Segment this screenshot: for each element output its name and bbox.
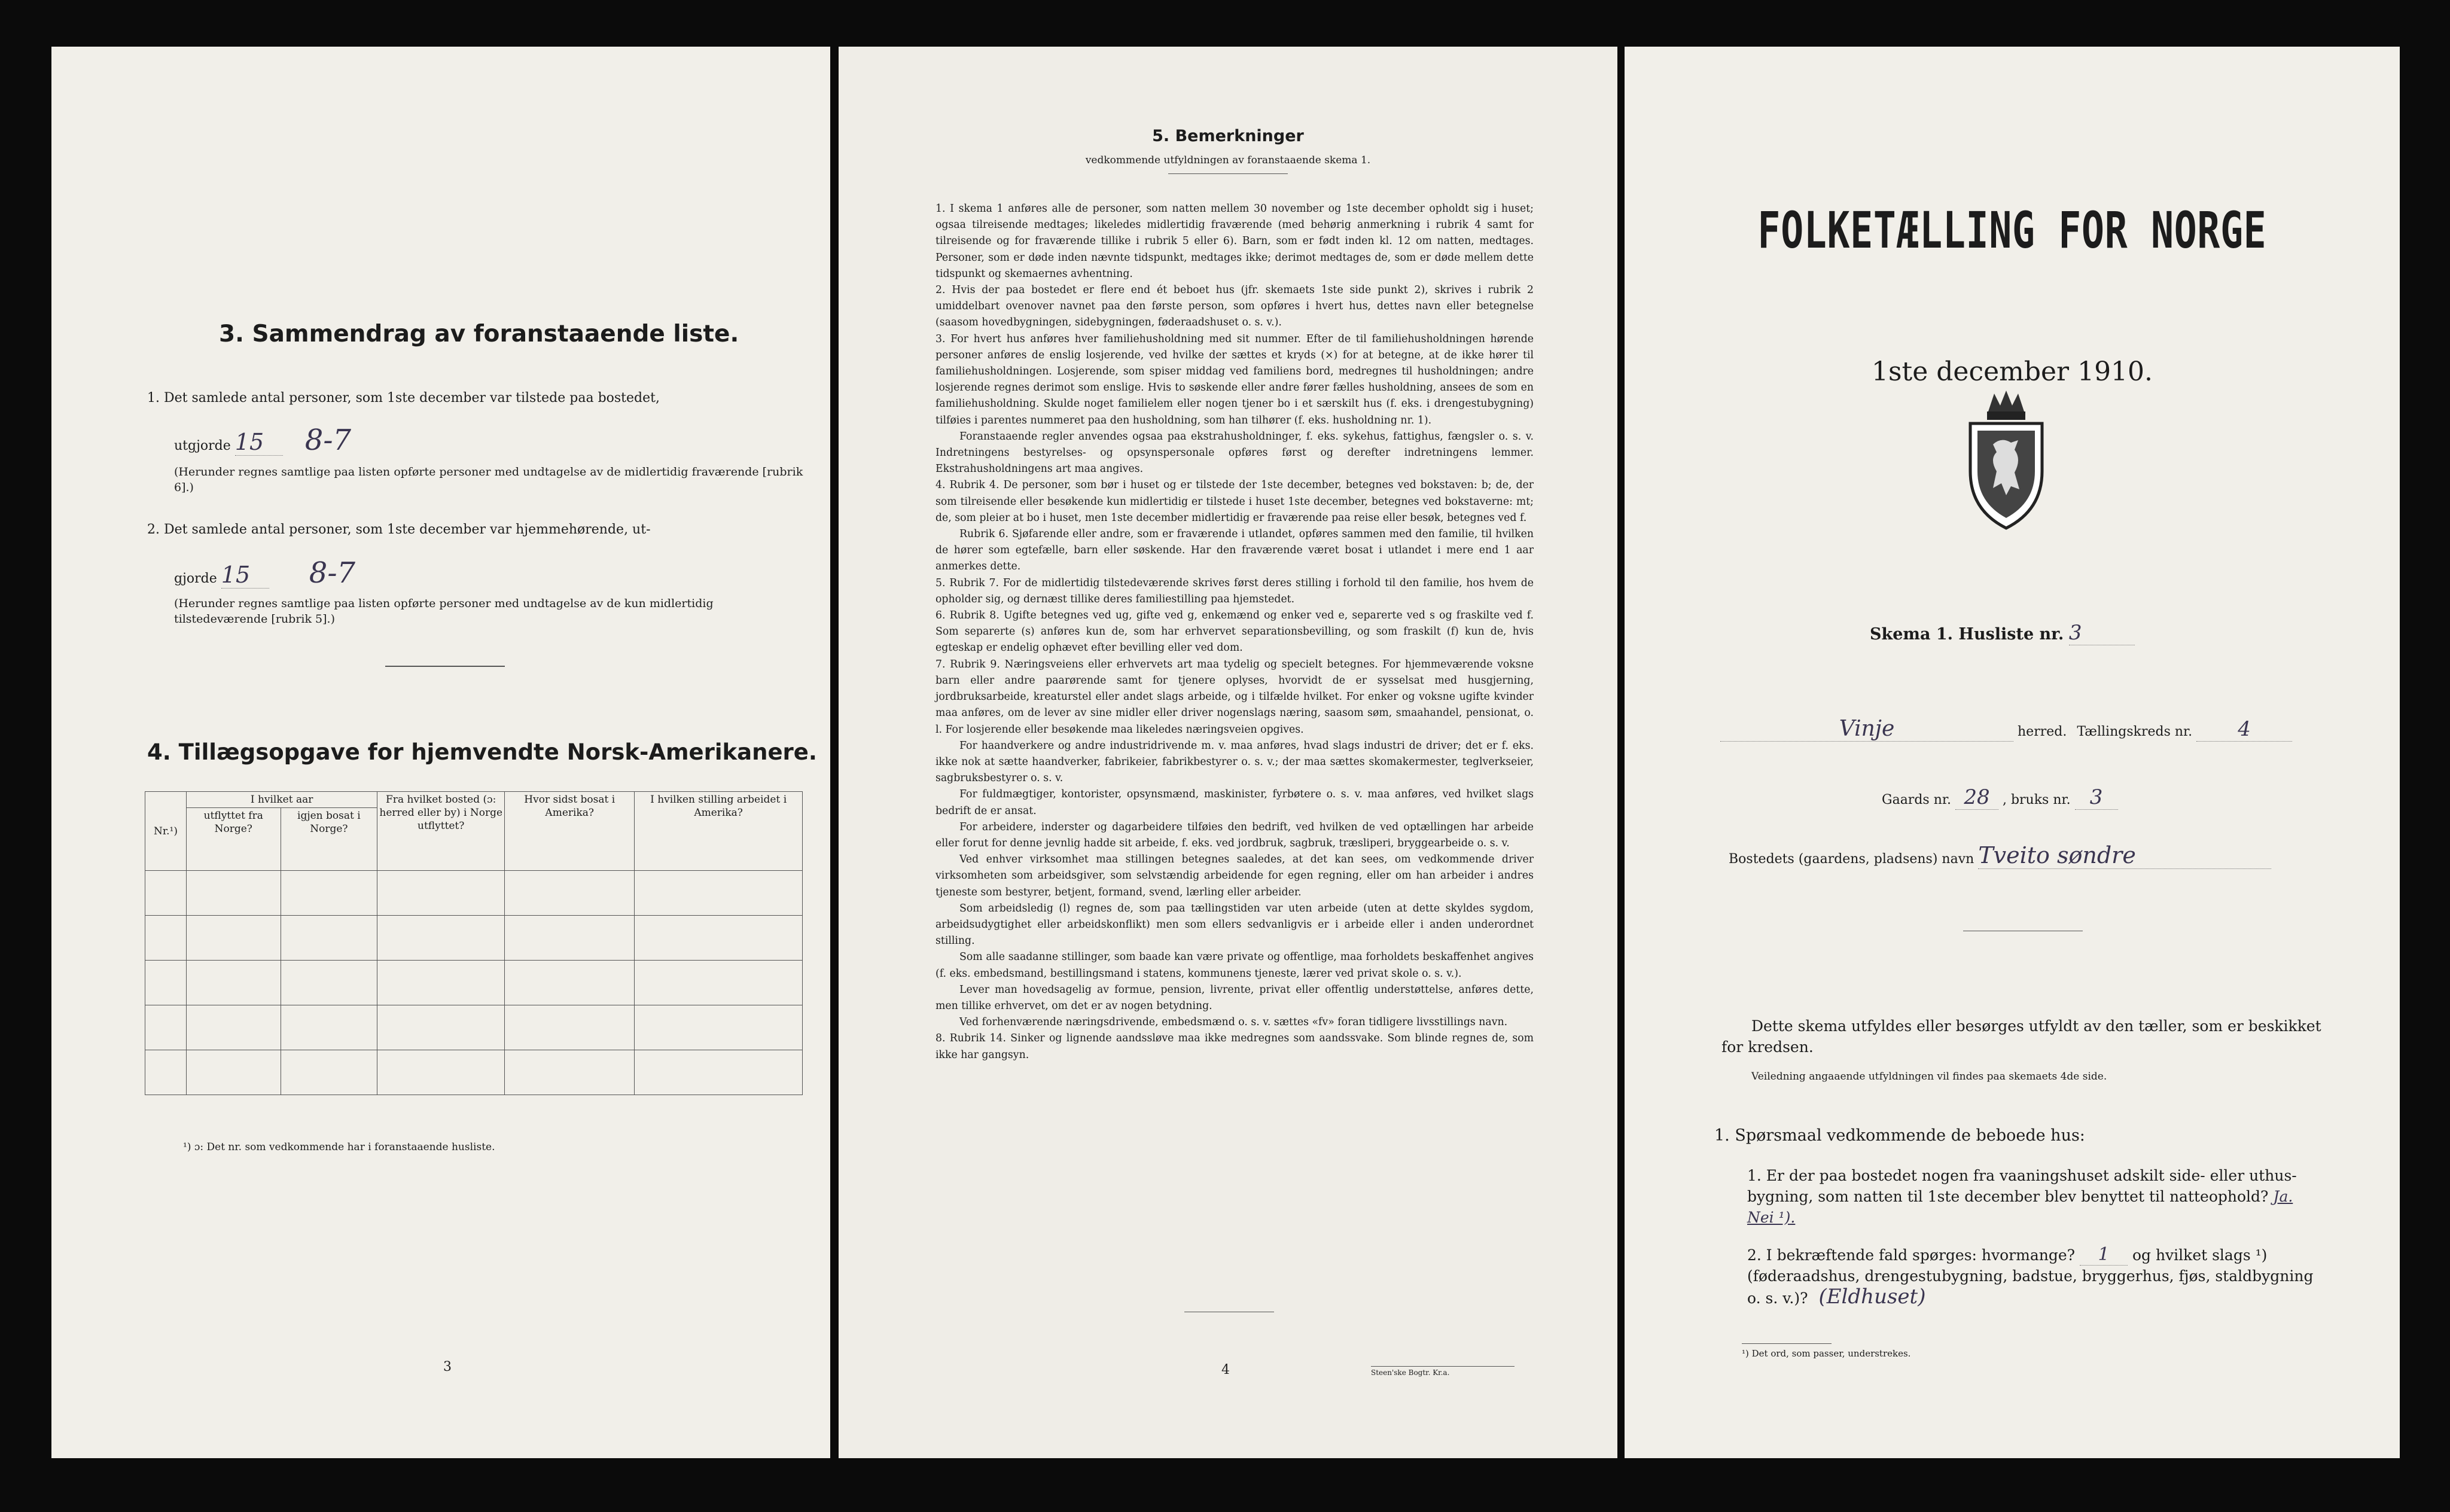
divider [1168, 173, 1288, 174]
kreds-label: Tællingskreds nr. [2077, 724, 2193, 739]
bruks-value: 3 [2075, 785, 2118, 810]
remark-paragraph: Ved forhenværende næringsdrivende, embedsmænd o. s. v. sættes «fv» foran tidligere livsstillings navn. [959, 1016, 1508, 1029]
gaards-label: Gaards nr. [1882, 792, 1951, 807]
item2-note: (Herunder regnes samtlige paa listen opførte personer med undtagelse av de kun midlertidig tilstedeværende [rubrik 5].) [174, 597, 714, 626]
remark-paragraph: 8. Rubrik 14. Sinker og lignende aandssløve maa ikke medregnes som aandssvake. Som blinde regnes de, som ikke har gangsyn. [935, 1032, 1534, 1061]
census-title: FOLKETÆLLING FOR NORGE [1757, 201, 2267, 260]
remark-paragraph: Ved enhver virksomhet maa stillingen betegnes saaledes, at det kan sees, om vedkommende driver virksomheten som arbeidsgiver, som selvstændig arbeidende for egen regning, eller om han arbeider i andres tjeneste som bestyrer, betjent, formand, svend, lærling eller arbeider. [935, 853, 1534, 898]
skema-line [1870, 621, 2135, 645]
remark-paragraph: Som arbeidsledig (l) regnes de, som paa tællingstiden var uten arbeide (uten at dette skyldes sygdom, arbeidsudygtighet eller arbeidskonflikt) men som ellers sedvanligvis er i arbeide eller i anden underordnet stilling. [935, 902, 1534, 947]
item1-prefix: utgjorde [174, 438, 231, 453]
gaards-line [1882, 785, 2118, 810]
remarks-body [935, 201, 1534, 1063]
remark-paragraph: Foranstaaende regler anvendes ogsaa paa ekstrahusholdninger, f. eks. sykehus, fattighus, fængsler o. s. v. Indretningens bestyrelses- og opsynspersonale opføres først og derefter indretningens lemmer. Ekstrahusholdningens art maa angives. [935, 430, 1534, 475]
bosted-line [1729, 842, 2271, 869]
table-footnote: ¹) ɔ: Det nr. som vedkommende har i foranstaaende husliste. [183, 1141, 495, 1153]
section4-title: 4. Tillægsopgave for hjemvendte Norsk-Amerikanere. [147, 739, 817, 765]
item1-note: (Herunder regnes samtlige paa listen opførte personer med undtagelse av de midlertidig fraværende [rubrik 6].) [174, 465, 803, 494]
norsk-amerikanere-table [145, 791, 803, 1095]
remark-paragraph: Som alle saadanne stillinger, som baade kan være private og offentlige, maa forholdets beskaffenhet angives (f. eks. embedsmand, bestillingsmand i statens, kommunens tjeneste, lærer ved privat skole o. s. v.). [935, 951, 1534, 980]
herred-line [1720, 717, 2342, 742]
section3-title: 3. Sammendrag av foranstaaende liste. [219, 321, 739, 347]
questions-heading: 1. Spørsmaal vedkommende de beboede hus: [1714, 1126, 2085, 1145]
question-1 [1747, 1165, 2321, 1228]
remark-paragraph: 7. Rubrik 9. Næringsveiens eller erhvervets art maa tydelig og specielt betegnes. For hjemmeværende voksne barn eller andre paarørende samt for tjenere oplyses, hvorvidt de er sysselsat med husgjerning, jordbruksarbeide, kreaturstel eller andet slags arbeide, og i tilfælde hvilket. For enker og voksne ugifte kvinder maa anføres, om de lever av sine midler eller driver nogenslags næring, saasom søm, smaahandel, pensionat, o. l. For losjerende eller besøkende maa likeledes næringsveien opgives. [935, 658, 1534, 736]
bosted-value: Tveito søndre [1978, 842, 2271, 869]
kreds-value: 4 [2196, 717, 2292, 742]
instruction-text: Dette skema utfyldes eller besørges utfyldt av den tæller, som er beskikket for kredsen. [1721, 1017, 2321, 1056]
item1-value: 15 [235, 429, 283, 456]
bruks-label: , bruks nr. [2002, 792, 2071, 807]
printer-mark: Steen'ske Bogtr. Kr.a. [1371, 1366, 1515, 1377]
left-page [51, 47, 830, 1458]
right-page [1625, 47, 2400, 1458]
remark-paragraph: 2. Hvis der paa bostedet er flere end ét beboet hus (jfr. skemaets 1ste side punkt 2), skrives i rubrik 2 umiddelbart ovenover navnet paa den første person, som opføres i hvert hus, dettes navn eller betegnelse (saasom hovedbygningen, sidebygningen, føderaadshuset o. s. v.). [935, 284, 1534, 329]
remark-paragraph: 4. Rubrik 4. De personer, som bør i huset og er tilstede der 1ste december, betegnes ved bokstaven: b; de, der som tilreisende eller besøkende kun midlertidig er tilstede i huset 1ste december, betegnes ved bokstaverne: mt; de, som pleier at bo i huset, men 1ste december midlertidig er fraværende paa reise eller besøk, betegnes ved f. [935, 479, 1534, 524]
question-2-text-b: og hvilket slags ¹) (føderaadshus, drengestubygning, badstue, bryggerhus, fjøs, staldbygning o. s. v.)? [1747, 1246, 2314, 1307]
question-2-text-a: 2. I bekræftende fald spørges: hvormange? [1747, 1246, 2076, 1264]
col-emigrated: utflyttet fra Norge? [187, 808, 281, 871]
item1-line [174, 423, 351, 457]
item2-handwritten: 8-7 [309, 556, 356, 590]
item2-text: 2. Det samlede antal personer, som 1ste december var hjemmehørende, ut- [147, 522, 651, 537]
divider [1742, 1343, 1832, 1344]
remark-paragraph: Rubrik 6. Sjøfarende eller andre, som er fraværende i utlandet, opføres sammen med den familie, til hvilken de hører som egtefælle, barn eller søskende. Har den fraværende været bosat i utlandet i mere end 1 aar anmerkes dette. [935, 528, 1534, 573]
husliste-number: 3 [2069, 621, 2135, 645]
coat-of-arms-icon [1964, 388, 2048, 531]
remarks-subtitle: vedkommende utfyldningen av foranstaaende skema 1. [1085, 154, 1371, 166]
herred-label: herred. [2018, 724, 2067, 739]
remark-paragraph: For haandverkere og andre industridrivende m. v. maa anføres, hvad slags industri de driver; det er f. eks. ikke nok at sætte haandverker, fabrikeier, fabrikbestyrer o. s. v.; der maa sættes skomakermester, teglverkseier, sagbruksbestyrer o. s. v. [935, 739, 1534, 785]
item1-text: 1. Det samlede antal personer, som 1ste december var tilstede paa bostedet, [147, 391, 660, 406]
question-2 [1747, 1244, 2321, 1309]
divider [385, 666, 505, 667]
remark-paragraph: 3. For hvert hus anføres hver familiehusholdning med sit nummer. Efter de til familiehusholdningen hørende personer anføres de enslig losjerende, ved hvilke der sættes et kryds (×) for at betegne, at de ikke hører til familiehusholdningen. Losjerende, som spiser middag ved familiens bord, medregnes til husholdningen; andre losjerende regnes derimot som enslige. Hvis to søskende eller andre fører fælles husholdning, ansees de som en familiehusholdning. Skulde noget familielem eller nogen tjener bo i et særskilt hus (f. eks. i drengestubygning) tilføies i parentes nummeret paa den husholdning, som han tilhører (f. eks. husholdning nr. 1). [935, 333, 1534, 426]
remark-paragraph: 5. Rubrik 7. For de midlertidig tilstedeværende skrives først deres stilling i forhold til den familie, hos hvem de opholder sig, og dernæst tillike deres familiestilling paa hjemstedet. [935, 577, 1534, 605]
table-row [145, 1005, 803, 1050]
col-year-group: I hvilket aar [187, 792, 377, 808]
item2-line [174, 556, 355, 590]
remark-paragraph: 6. Rubrik 8. Ugifte betegnes ved ug, gifte ved g, enkemænd og enker ved e, separerte ved s og fraskilte ved f. Som separerte (s) anføres kun de, som har erhvervet separationsbevilling, og som fraskilt (f) kun de, hvis egteskap er endelig ophævet efter bevilling eller ved dom. [935, 609, 1534, 654]
middle-page [839, 47, 1617, 1458]
item2-value: 15 [221, 562, 269, 589]
gaards-value: 28 [1955, 785, 1998, 810]
bosted-label: Bostedets (gaardens, pladsens) navn [1729, 852, 1974, 867]
remark-paragraph: 1. I skema 1 anføres alle de personer, som natten mellem 30 november og 1ste december opholdt sig i huset; ogsaa tilreisende medtages; likeledes midlertidig fraværende (med behørig anmerkning i rubrik 4 samt for tilreisende og for fraværende tillike i rubrik 5 eller 6). Barn, som er født inden kl. 12 om natten, medtages. Personer, som er døde inden nævnte tidspunkt, medtages ikke; derimot medtages de, som er døde mellem dette tidspunkt og skemaernes avhentning. [935, 203, 1534, 280]
census-date: 1ste december 1910. [1871, 356, 2153, 387]
table-row [145, 916, 803, 961]
col-nr: Nr.¹) [145, 792, 187, 871]
table-row [145, 1050, 803, 1095]
question-2-handwritten: (Eldhuset) [1818, 1285, 1926, 1309]
question-2-count: 1 [2080, 1244, 2128, 1266]
herred-value: Vinje [1720, 717, 2013, 742]
guidance-text: Veiledning angaaende utfyldningen vil findes paa skemaets 4de side. [1751, 1071, 2107, 1083]
remark-paragraph: Lever man hovedsagelig av formue, pension, livrente, privat eller offentlig understøttelse, anføres dette, men tillike erhvervet, om det er av nogen betydning. [935, 983, 1534, 1012]
table-row [145, 871, 803, 916]
table-row [145, 961, 803, 1005]
item1-handwritten: 8-7 [304, 423, 352, 457]
footnote: ¹) Det ord, som passer, understrekes. [1742, 1348, 1911, 1359]
col-returned: igjen bosat i Norge? [281, 808, 377, 871]
page-number: 4 [1221, 1362, 1230, 1377]
col-last-residence: Hvor sidst bosat i Amerika? [505, 792, 635, 871]
remark-paragraph: For fuldmægtiger, kontorister, opsynsmænd, maskinister, fyrbøtere o. s. v. maa anføres, ved hvilket slags bedrift de er ansat. [935, 788, 1534, 817]
remark-paragraph: For arbeidere, inderster og dagarbeidere tilføies den bedrift, ved hvilken de ved optællingen har arbeide eller forut for denne jevnlig hadde sit arbeide, f. eks. ved jordbruk, sagbruk, træsliperi, bryggearbeide o. s. v. [935, 821, 1534, 849]
question-1-text: 1. Er der paa bostedet nogen fra vaaningshuset adskilt side- eller uthus-bygning, som natten til 1ste december blev benyttet til natteophold? [1747, 1167, 2297, 1205]
question-1-answer: Ja. Nei ¹). [1747, 1188, 2293, 1226]
col-from-where: Fra hvilket bosted (ɔ: herred eller by) i Norge utflyttet? [377, 792, 505, 871]
page-number: 3 [443, 1359, 452, 1374]
item2-prefix: gjorde [174, 571, 217, 586]
skema-label: Skema 1. Husliste nr. [1870, 625, 2064, 644]
col-position: I hvilken stilling arbeidet i Amerika? [635, 792, 803, 871]
remarks-title: 5. Bemerkninger [1152, 127, 1304, 145]
